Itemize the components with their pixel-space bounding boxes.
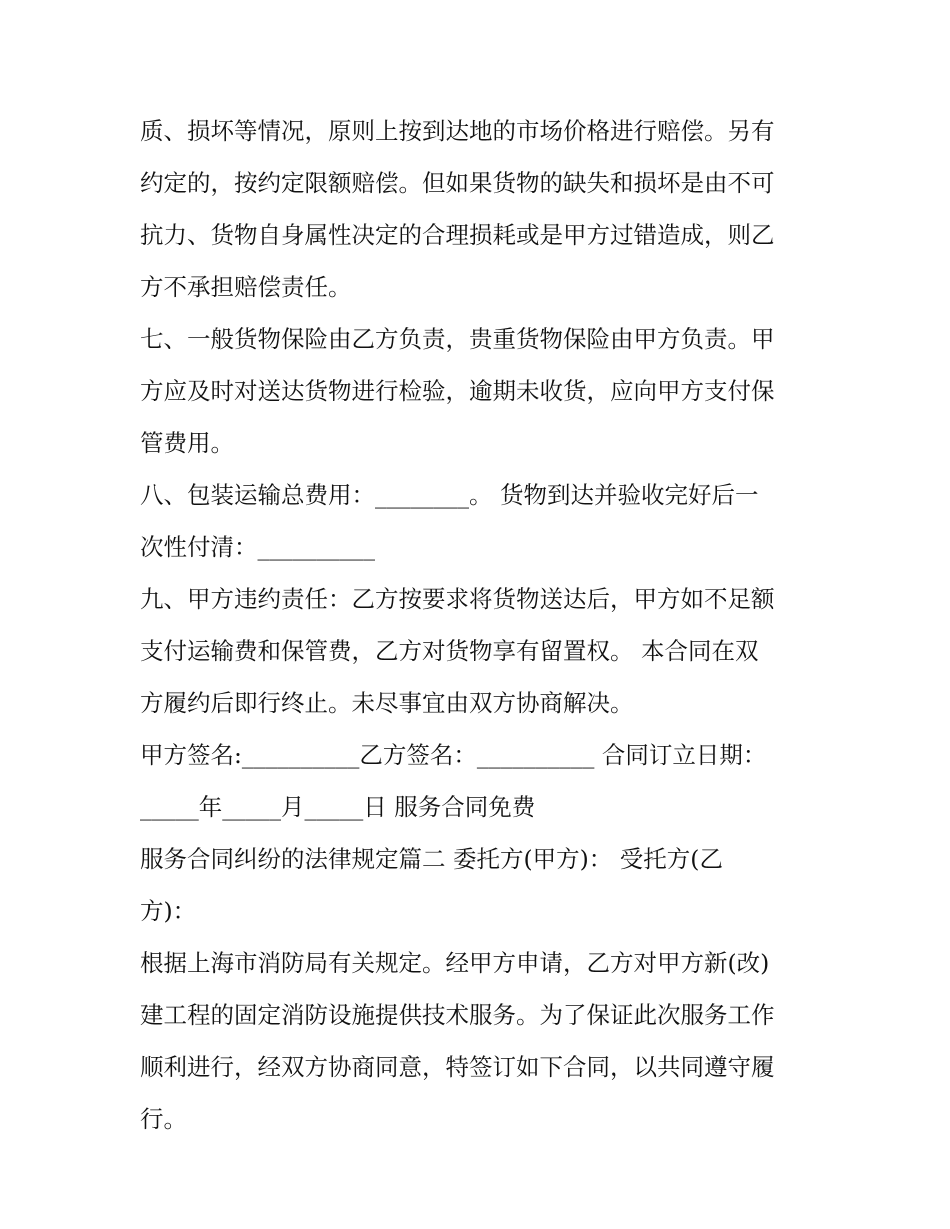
text-line: 抗力、货物自身属性决定的合理损耗或是甲方过错造成，则乙 — [140, 221, 775, 249]
document-body — [140, 105, 820, 1145]
text-line: 行。 — [140, 1105, 187, 1133]
text-line: 方不承担赔偿责任。 — [140, 273, 352, 301]
clause-eight-line: 八、包装运输总费用：________。 货物到达并验收完好后一 — [140, 481, 759, 509]
signature-line: 甲方签名:__________乙方签名：__________ 合同订立日期： — [140, 741, 767, 769]
text-line: 根据上海市消防局有关规定。经甲方申请，乙方对甲方新(改) — [140, 949, 770, 977]
date-line: _____年_____月_____日 服务合同免费 — [140, 793, 536, 821]
text-line: 质、损坏等情况，原则上按到达地的市场价格进行赔偿。另有 — [140, 117, 775, 145]
clause-seven-line: 七、一般货物保险由乙方负责，贵重货物保险由甲方负责。甲 — [140, 325, 775, 353]
section-two-heading: 服务合同纠纷的法律规定篇二 委托方(甲方)： 受托方(乙 — [140, 845, 723, 873]
text-line: 支付运输费和保管费，乙方对货物享有留置权。 本合同在双 — [140, 637, 759, 665]
text-line: 方履约后即行终止。未尽事宜由双方协商解决。 — [140, 689, 634, 717]
text-line: 次性付清：__________ — [140, 533, 375, 561]
text-line: 管费用。 — [140, 429, 234, 457]
clause-nine-line: 九、甲方违约责任：乙方按要求将货物送达后，甲方如不足额 — [140, 585, 775, 613]
text-line: 建工程的固定消防设施提供技术服务。为了保证此次服务工作 — [140, 1001, 775, 1029]
text-line: 方)： — [140, 897, 197, 925]
text-line: 约定的，按约定限额赔偿。但如果货物的缺失和损坏是由不可 — [140, 169, 775, 197]
text-line: 顺利进行，经双方协商同意，特签订如下合同，以共同遵守履 — [140, 1053, 775, 1081]
text-line: 方应及时对送达货物进行检验，逾期未收货，应向甲方支付保 — [140, 377, 775, 405]
